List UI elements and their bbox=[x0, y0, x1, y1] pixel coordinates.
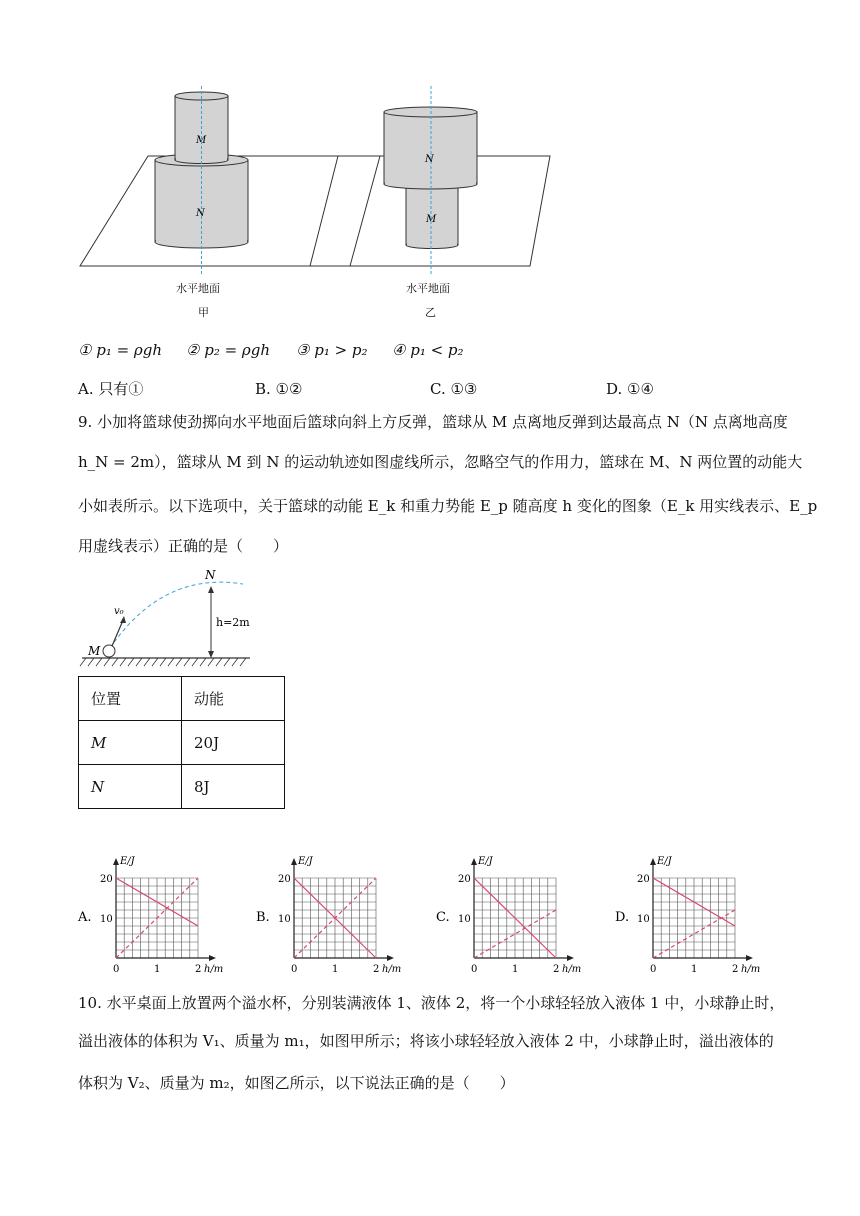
y-axis-arrow bbox=[291, 858, 297, 865]
caption-right: 乙 bbox=[425, 306, 436, 319]
x-axis-label: h/m bbox=[562, 964, 582, 975]
x-tick-label: 1 bbox=[691, 964, 698, 975]
x-tick-label: 1 bbox=[512, 964, 519, 975]
table-header-position: 位置 bbox=[79, 677, 182, 721]
table-header-ke: 动能 bbox=[182, 677, 285, 721]
y-tick-label: 20 bbox=[100, 874, 113, 885]
q8-option-b[interactable]: B. ①② bbox=[255, 380, 303, 398]
q8-option-a[interactable]: A. 只有① bbox=[78, 380, 144, 398]
q9-line-2: h_N = 2m），篮球从 M 到 N 的运动轨迹如图虚线所示，忽略空气的作用力，篮球在 M、N 两位置的动能大 bbox=[78, 453, 803, 471]
trajectory-diagram bbox=[78, 566, 258, 670]
label-n-left: N bbox=[196, 208, 205, 219]
table-cell: M bbox=[79, 721, 182, 765]
point-m-label: M bbox=[88, 644, 101, 658]
label-n-right: N bbox=[425, 154, 434, 165]
cylinders-figure bbox=[70, 80, 570, 330]
x-tick-label: 1 bbox=[154, 964, 161, 975]
x-axis-label: h/m bbox=[204, 964, 224, 975]
q10-line-3: 体积为 V₂、质量为 m₂，如图乙所示，以下说法正确的是（ ） bbox=[78, 1074, 515, 1092]
chart-option-label: D. bbox=[615, 910, 630, 925]
y-axis-arrow bbox=[113, 858, 119, 865]
y-axis-label: E/J bbox=[657, 856, 672, 867]
x-axis-arrow bbox=[209, 955, 216, 961]
caption-ground-left: 水平地面 bbox=[176, 282, 220, 295]
x-tick-label: 2 bbox=[553, 964, 560, 975]
y-tick-label: 20 bbox=[278, 874, 291, 885]
point-n-label: N bbox=[205, 568, 216, 582]
q9-line-4: 用虚线表示）正确的是（ ） bbox=[78, 537, 289, 555]
x-axis-arrow bbox=[387, 955, 394, 961]
v0-label: v₀ bbox=[114, 606, 124, 617]
caption-ground-right: 水平地面 bbox=[406, 282, 450, 295]
statement-3: ③ p₁ > p₂ bbox=[296, 341, 368, 359]
chart-option-label: B. bbox=[256, 910, 270, 925]
table-cell: 20J bbox=[182, 721, 285, 765]
y-tick-label: 10 bbox=[458, 914, 471, 925]
x-tick-label: 0 bbox=[113, 964, 120, 975]
energy-charts bbox=[70, 848, 780, 983]
statement-4: ④ p₁ < p₂ bbox=[392, 341, 464, 359]
x-tick-label: 2 bbox=[195, 964, 202, 975]
q8-option-c[interactable]: C. ①③ bbox=[430, 380, 478, 398]
kinetic-energy-table bbox=[78, 676, 285, 809]
label-m-right: M bbox=[426, 214, 437, 225]
caption-left: 甲 bbox=[198, 306, 209, 319]
x-tick-label: 2 bbox=[732, 964, 739, 975]
q9-line-1: 9. 小加将篮球使劲掷向水平地面后篮球向斜上方反弹，篮球从 M 点离地反弹到达最高点 N（N 点离地高度 bbox=[78, 413, 788, 431]
y-tick-label: 20 bbox=[458, 874, 471, 885]
y-tick-label: 10 bbox=[100, 914, 113, 925]
x-tick-label: 0 bbox=[471, 964, 478, 975]
chart-option-label: A. bbox=[78, 910, 92, 925]
y-tick-label: 10 bbox=[637, 914, 650, 925]
y-axis-label: E/J bbox=[120, 856, 135, 867]
x-tick-label: 2 bbox=[373, 964, 380, 975]
q10-line-2: 溢出液体的体积为 V₁、质量为 m₁，如图甲所示；将该小球轻轻放入液体 2 中，小球静止时，溢出液体的 bbox=[78, 1032, 774, 1050]
table-cell: N bbox=[79, 765, 182, 809]
y-axis-arrow bbox=[650, 858, 656, 865]
y-tick-label: 20 bbox=[637, 874, 650, 885]
x-tick-label: 0 bbox=[650, 964, 657, 975]
y-axis-label: E/J bbox=[478, 856, 493, 867]
x-axis-arrow bbox=[567, 955, 574, 961]
x-axis-label: h/m bbox=[741, 964, 761, 975]
q10-line-1: 10. 水平桌面上放置两个溢水杯，分别装满液体 1、液体 2，将一个小球轻轻放入液体 1 中，小球静止时， bbox=[78, 994, 785, 1012]
table-cell: 8J bbox=[182, 765, 285, 809]
q9-line-3: 小如表所示。以下选项中，关于篮球的动能 E_k 和重力势能 E_p 随高度 h 变化的图象（E_k 用实线表示、E_p bbox=[78, 497, 818, 515]
chart-option-label: C. bbox=[436, 910, 450, 925]
statement-1: ① p₁ = ρgh bbox=[78, 341, 163, 359]
x-tick-label: 1 bbox=[332, 964, 339, 975]
label-m-left: M bbox=[196, 135, 207, 146]
y-axis-label: E/J bbox=[298, 856, 313, 867]
x-axis-arrow bbox=[746, 955, 753, 961]
height-label: h=2m bbox=[216, 616, 250, 629]
y-tick-label: 10 bbox=[278, 914, 291, 925]
x-axis-label: h/m bbox=[382, 964, 402, 975]
y-axis-arrow bbox=[471, 858, 477, 865]
statement-2: ② p₂ = ρgh bbox=[186, 341, 271, 359]
x-tick-label: 0 bbox=[291, 964, 298, 975]
q8-option-d[interactable]: D. ①④ bbox=[606, 380, 654, 398]
